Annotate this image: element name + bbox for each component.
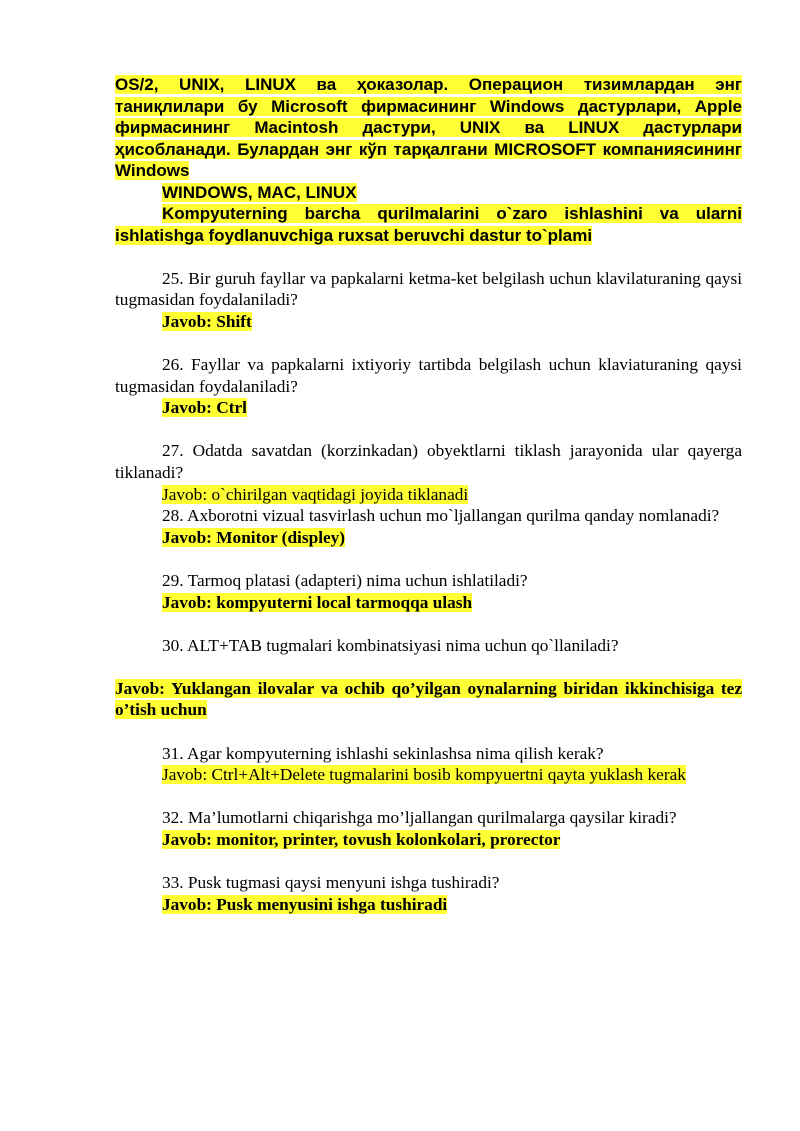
question-27: 27. Odatda savatdan (korzinkadan) obyektlarni tiklash jarayonida ular qayerga tiklanadi? bbox=[115, 441, 742, 482]
answer-32: Javob: monitor, printer, tovush kolonkolari, prorector bbox=[162, 830, 561, 850]
question-30: 30. ALT+TAB tugmalari kombinatsiyasi nima uchun qo`llaniladi? bbox=[162, 635, 619, 655]
answer-27: Javob: o`chirilgan vaqtidagi joyida tiklanadi bbox=[162, 484, 469, 504]
question-33: 33. Pusk tugmasi qaysi menyuni ishga tushiradi? bbox=[162, 873, 500, 893]
os-paragraph: OS/2, UNIX, LINUX ва ҳоказолар. Операцион тизимлардан энг таниқлилари бу Microsoft фирмасининг Windows дастурлари, Apple фирмасининг Macintosh дастури, UNIX ва LINUX дастурлари ҳисобланади. Булардан энг кўп тарқалгани MICROSOFT компаниясининг Windows bbox=[115, 75, 742, 180]
question-28: 28. Axborotni vizual tasvirlash uchun mo`ljallangan qurilma qanday nomlanadi? bbox=[162, 506, 720, 526]
question-31: 31. Agar kompyuterning ishlashi sekinlashsa nima qilish kerak? bbox=[162, 743, 604, 763]
answer-28: Javob: Monitor (displey) bbox=[162, 527, 346, 547]
os-list: WINDOWS, MAC, LINUX bbox=[162, 182, 357, 202]
document-page bbox=[115, 74, 742, 915]
answer-31: Javob: Ctrl+Alt+Delete tugmalarini bosib kompyuertni qayta yuklash kerak bbox=[162, 765, 686, 785]
question-32: 32. Ma’lumotlarni chiqarishga mo’ljallangan qurilmalarga qaysilar kiradi? bbox=[162, 808, 677, 828]
question-25: 25. Bir guruh fayllar va papkalarni ketma-ket belgilash uchun klavilaturaning qaysi tugmasidan foydalaniladi? bbox=[115, 268, 742, 310]
answer-25: Javob: Shift bbox=[162, 311, 252, 331]
answer-29: Javob: kompyuterni local tarmoqqa ulash bbox=[162, 592, 473, 612]
answer-30: Javob: Yuklangan ilovalar va ochib qo’yilgan oynalarning biridan ikkinchisiga tez o’tish uchun bbox=[115, 678, 742, 720]
question-29: 29. Tarmoq platasi (adapteri) nima uchun ishlatiladi? bbox=[162, 570, 528, 590]
question-26: 26. Fayllar va papkalarni ixtiyoriy tartibda belgilash uchun klaviaturaning qaysi tugmasidan foydalaniladi? bbox=[115, 354, 742, 396]
answer-26: Javob: Ctrl bbox=[162, 398, 247, 418]
answer-33: Javob: Pusk menyusini ishga tushiradi bbox=[162, 894, 448, 914]
os-definition: Kompyuterning barcha qurilmalarini o`zaro ishlashini va ularni ishlatishga foydlanuvchiga ruxsat beruvchi dastur to`plami bbox=[115, 204, 742, 245]
